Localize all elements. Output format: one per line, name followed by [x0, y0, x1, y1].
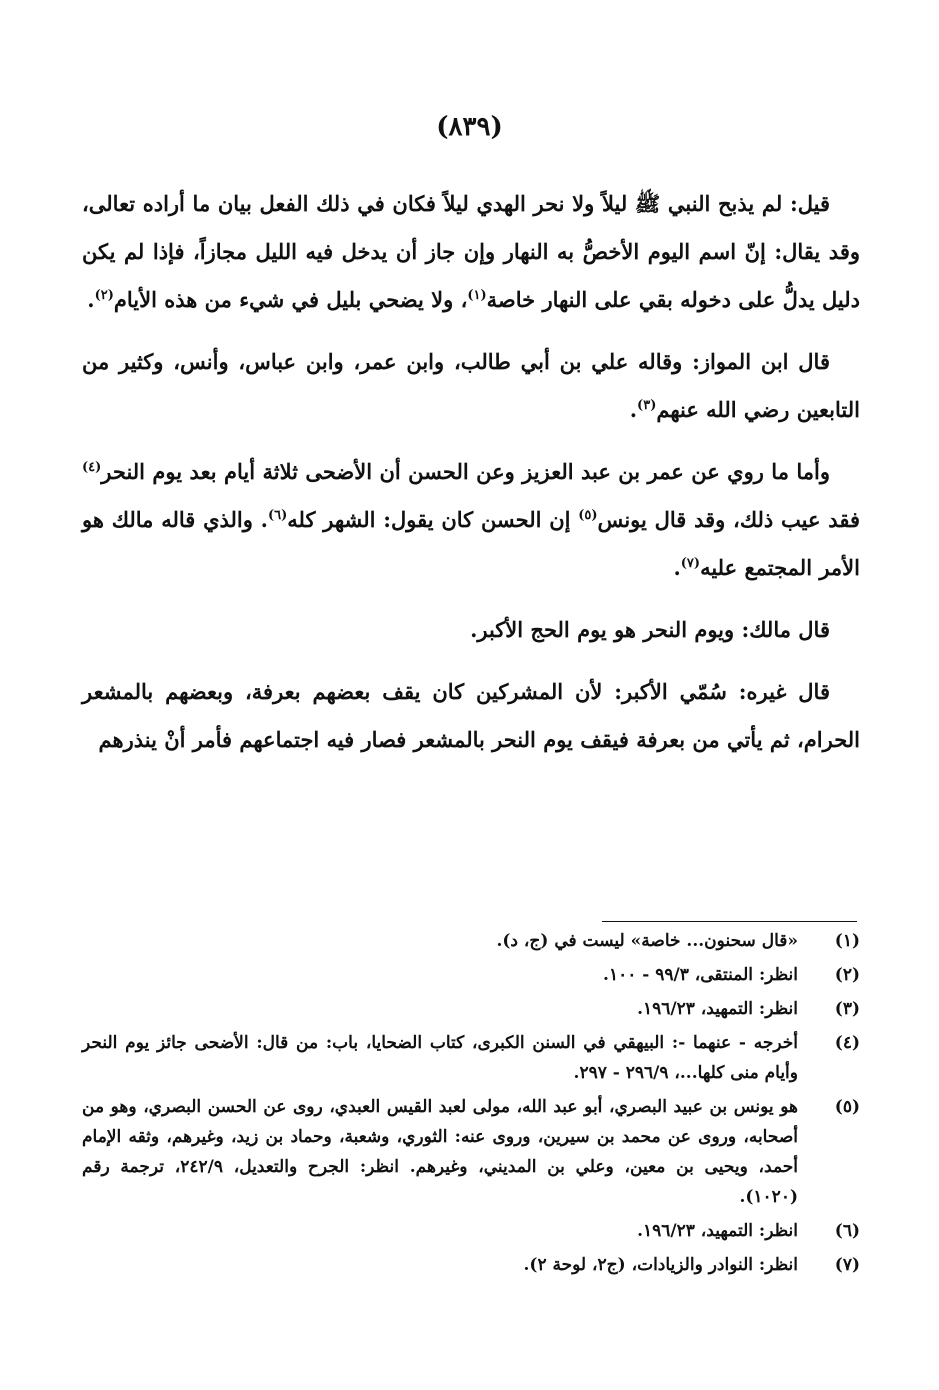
footnote-number: (٦) [834, 1221, 860, 1241]
footnote-4 [82, 1028, 860, 1088]
footnote-text: أخرجه - عنهما -: البيهقي في السنن الكبرى، كتاب الضحايا، باب: من قال: الأضحى جائز يوم النحر وأيام منى كلها...، ٢٩٦/٩ - ٢٩٧. [82, 1033, 798, 1083]
paragraph-5: قال غيره: سُمّي الأكبر: لأن المشركين كان يقف بعضهم بعرفة، وبعضهم بالمشعر الحرام، ثم يأتي من بعرفة فيقف يوم النحر بالمشعر فصار فيه اجتماعهم فأمر أنْ ينذرهم [82, 679, 860, 752]
footnote-ref-3: (٣) [637, 398, 657, 413]
paragraph-2-text-b: . [629, 397, 638, 422]
paragraph-2-text-a: قال ابن المواز: وقاله علي بن أبي طالب، وابن عمر، وابن عباس، وأنس، وكثير من التابعين رضي الله عنهم [82, 349, 860, 422]
footnote-text: انظر: المنتقى، ٩٩/٣ - ١٠٠. [603, 965, 798, 985]
footnote-text: انظر: التمهيد، ١٩٦/٢٣. [637, 1221, 798, 1241]
footnote-ref-7: (٧) [680, 556, 701, 571]
page-number: (٨٣٩) [436, 112, 503, 142]
footnote-5 [82, 1092, 860, 1212]
footnote-number: (٤) [834, 1033, 860, 1053]
footnote-number: (١) [834, 931, 860, 951]
paragraph-1-text-a: قيل: لم يذبح النبي ﷺ ليلاً ولا نحر الهدي ليلاً فكان في ذلك الفعل بيان ما أراده تعالى، وقد يقال: إنّ اسم اليوم الأخصُّ به النهار وإن جاز أن يدخل فيه الليل مجازاً، فإذا لم يكن دليل يدلُّ على دخوله بقي على النهار خاصة [82, 191, 860, 312]
paragraph-3-text-e: . [673, 555, 681, 580]
footnote-number: (٢) [834, 965, 860, 985]
paragraph-3-text-d: . والذي قاله مالك هو الأمر المجتمع عليه [82, 507, 860, 580]
footnote-ref-2: (٢) [94, 288, 114, 303]
footnote-ref-5: (٥) [578, 508, 598, 523]
paragraph-3-text-c: إن الحسن كان يقول: الشهر كله [287, 507, 579, 532]
footnote-ref-6: (٦) [267, 508, 288, 523]
footnote-ref-1: (١) [467, 288, 487, 303]
footnote-1 [82, 926, 860, 956]
footnote-number: (٧) [834, 1255, 860, 1275]
footnote-text: انظر: التمهيد، ١٩٦/٢٣. [637, 999, 798, 1019]
footnote-6 [82, 1216, 860, 1246]
paragraph-1 [82, 180, 860, 324]
footnotes [82, 926, 860, 1284]
footnote-divider [602, 921, 857, 922]
paragraph-4: قال مالك: ويوم النحر هو يوم الحج الأكبر. [470, 617, 830, 642]
main-text [82, 180, 860, 778]
paragraph-3-text-a: وأما ما روي عن عمر بن عبد العزيز وعن الحسن أن الأضحى ثلاثة أيام بعد يوم النحر [101, 459, 830, 484]
footnote-2 [82, 960, 860, 990]
paragraph-3 [82, 448, 860, 592]
footnote-ref-4: (٤) [82, 460, 102, 475]
paragraph-3-text-b: فقد عيب ذلك، وقد قال يونس [597, 507, 860, 532]
footnote-number: (٥) [834, 1097, 860, 1117]
footnote-text: هو يونس بن عبيد البصري، أبو عبد الله، مولى لعبد القيس العبدي، روى عن الحسن البصري، وهو من أصحابه، وروى عن محمد بن سيرين، وروى عنه: الثوري، وشعبة، وحماد بن زيد، وغيرهم، وثقه الإمام أحمد، ويحيى بن معين، وعلي بن المديني، وغيرهم. انظر: الجرح والتعديل، ٢٤٢/٩، ترجمة رقم (١٠٢٠). [82, 1097, 798, 1207]
footnote-text: «قال سحنون... خاصة» ليست في (ج، د). [496, 931, 798, 951]
footnote-text: انظر: النوادر والزيادات، (ج٢، لوحة ٢). [523, 1255, 798, 1275]
paragraph-2 [82, 338, 860, 434]
footnote-3 [82, 994, 860, 1024]
paragraph-1-text-b: ، ولا يضحي بليل في شيء من هذه الأيام [113, 287, 468, 312]
footnote-7 [82, 1250, 860, 1280]
paragraph-1-text-c: . [87, 287, 95, 312]
footnote-number: (٣) [834, 999, 860, 1019]
